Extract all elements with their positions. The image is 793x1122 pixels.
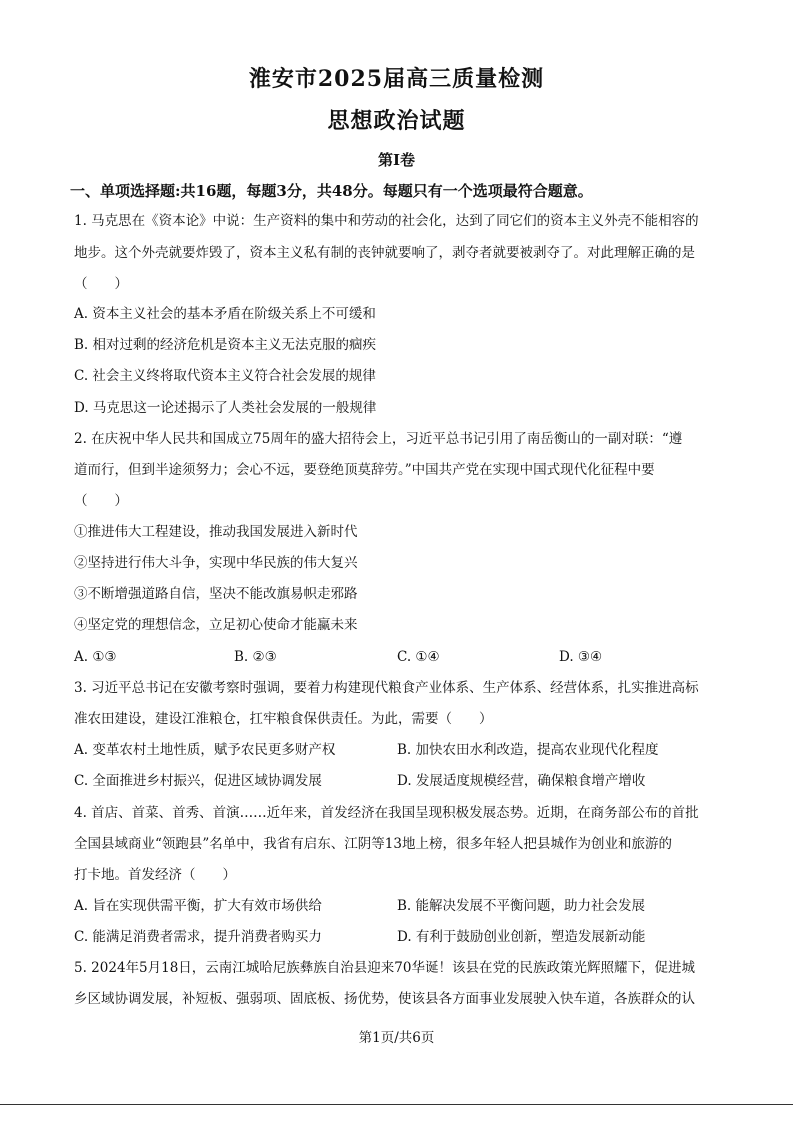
q2-option-b: B. ②③ bbox=[234, 649, 277, 665]
q2-statement-2: ②坚持进行伟大斗争，实现中华民族的伟大复兴 bbox=[74, 555, 358, 571]
q2-statement-4: ④坚定党的理想信念，立足初心使命才能赢未来 bbox=[74, 617, 358, 633]
q1-stem-line2: 地步。这个外壳就要炸毁了，资本主义私有制的丧钟就要响了，剥夺者就要被剥夺了。对此理解正确的是 bbox=[74, 245, 695, 261]
q4-stem-line1: 4. 首店、首菜、首秀、首演……近年来，首发经济在我国呈现积极发展态势。近期，在商务部公布的首批 bbox=[74, 805, 699, 821]
q4-option-d: D. 有利于鼓励创业创新，塑造发展新动能 bbox=[397, 929, 646, 945]
volume-label: 第Ⅰ卷 bbox=[377, 151, 416, 169]
q2-option-a: A. ①③ bbox=[74, 649, 117, 665]
section-heading: 一、单项选择题:共16题，每题3分，共48分。每题只有一个选项最符合题意。 bbox=[70, 182, 593, 200]
q3-stem-line2: 准农田建设，建设江淮粮仓，扛牢粮食保供责任。为此，需要（ ） bbox=[74, 711, 493, 727]
q1-option-d: D. 马克思这一论述揭示了人类社会发展的一般规律 bbox=[74, 400, 377, 416]
q3-option-c: C. 全面推进乡村振兴，促进区域协调发展 bbox=[74, 773, 322, 789]
q5-stem-line1: 5. 2024年5月18日，云南江城哈尼族彝族自治县迎来70华诞！该县在党的民族政策光辉照耀下，促进城 bbox=[74, 960, 695, 976]
page-bottom-divider bbox=[0, 1104, 793, 1105]
q2-statement-3: ③不断增强道路自信，坚决不能改旗易帜走邪路 bbox=[74, 586, 358, 602]
q5-stem-line2: 乡区域协调发展，补短板、强弱项、固底板、扬优势，使该县各方面事业发展驶入快车道，各族群众的认 bbox=[74, 991, 695, 1007]
q3-option-b: B. 加快农田水利改造，提高农业现代化程度 bbox=[397, 742, 659, 758]
q3-stem-line1: 3. 习近平总书记在安徽考察时强调，要着力构建现代粮食产业体系、生产体系、经营体系，扎实推进高标 bbox=[74, 680, 699, 696]
q4-stem-line3: 打卡地。首发经济（ ） bbox=[74, 867, 236, 883]
q2-option-d: D. ③④ bbox=[559, 649, 603, 665]
q2-statement-1: ①推进伟大工程建设，推动我国发展进入新时代 bbox=[74, 524, 358, 540]
q2-stem-line2: 道而行，但到半途须努力；会心不远，要登绝顶莫辞劳。”中国共产党在实现中国式现代化征程中要 bbox=[74, 462, 655, 478]
q3-option-a: A. 变革农村土地性质，赋予农民更多财产权 bbox=[74, 742, 336, 758]
q3-option-d: D. 发展适度规模经营，确保粮食增产增收 bbox=[397, 773, 646, 789]
q1-blank: （ ） bbox=[74, 276, 128, 292]
q4-option-b: B. 能解决发展不平衡问题，助力社会发展 bbox=[397, 898, 646, 914]
q1-stem-line1: 1. 马克思在《资本论》中说：生产资料的集中和劳动的社会化，达到了同它们的资本主义外壳不能相容的 bbox=[74, 213, 699, 229]
q2-option-c: C. ①④ bbox=[397, 649, 440, 665]
q4-option-a: A. 旨在实现供需平衡，扩大有效市场供给 bbox=[74, 898, 322, 914]
exam-title: 淮安市2025届高三质量检测 bbox=[248, 66, 545, 92]
page-number: 第1页/共6页 bbox=[358, 1030, 435, 1046]
q2-blank: （ ） bbox=[74, 493, 128, 509]
q1-option-c: C. 社会主义终将取代资本主义符合社会发展的规律 bbox=[74, 368, 376, 384]
q1-option-b: B. 相对过剩的经济危机是资本主义无法克服的痼疾 bbox=[74, 337, 377, 353]
q2-stem-line1: 2. 在庆祝中华人民共和国成立75周年的盛大招待会上，习近平总书记引用了南岳衡山的一副对联：“遵 bbox=[74, 431, 683, 447]
subject-title: 思想政治试题 bbox=[327, 108, 466, 134]
q4-stem-line2: 全国县域商业“领跑县”名单中，我省有启东、江阴等13地上榜，很多年轻人把县城作为创业和旅游的 bbox=[74, 836, 672, 852]
q4-option-c: C. 能满足消费者需求，提升消费者购买力 bbox=[74, 929, 322, 945]
q1-option-a: A. 资本主义社会的基本矛盾在阶级关系上不可缓和 bbox=[74, 306, 376, 322]
